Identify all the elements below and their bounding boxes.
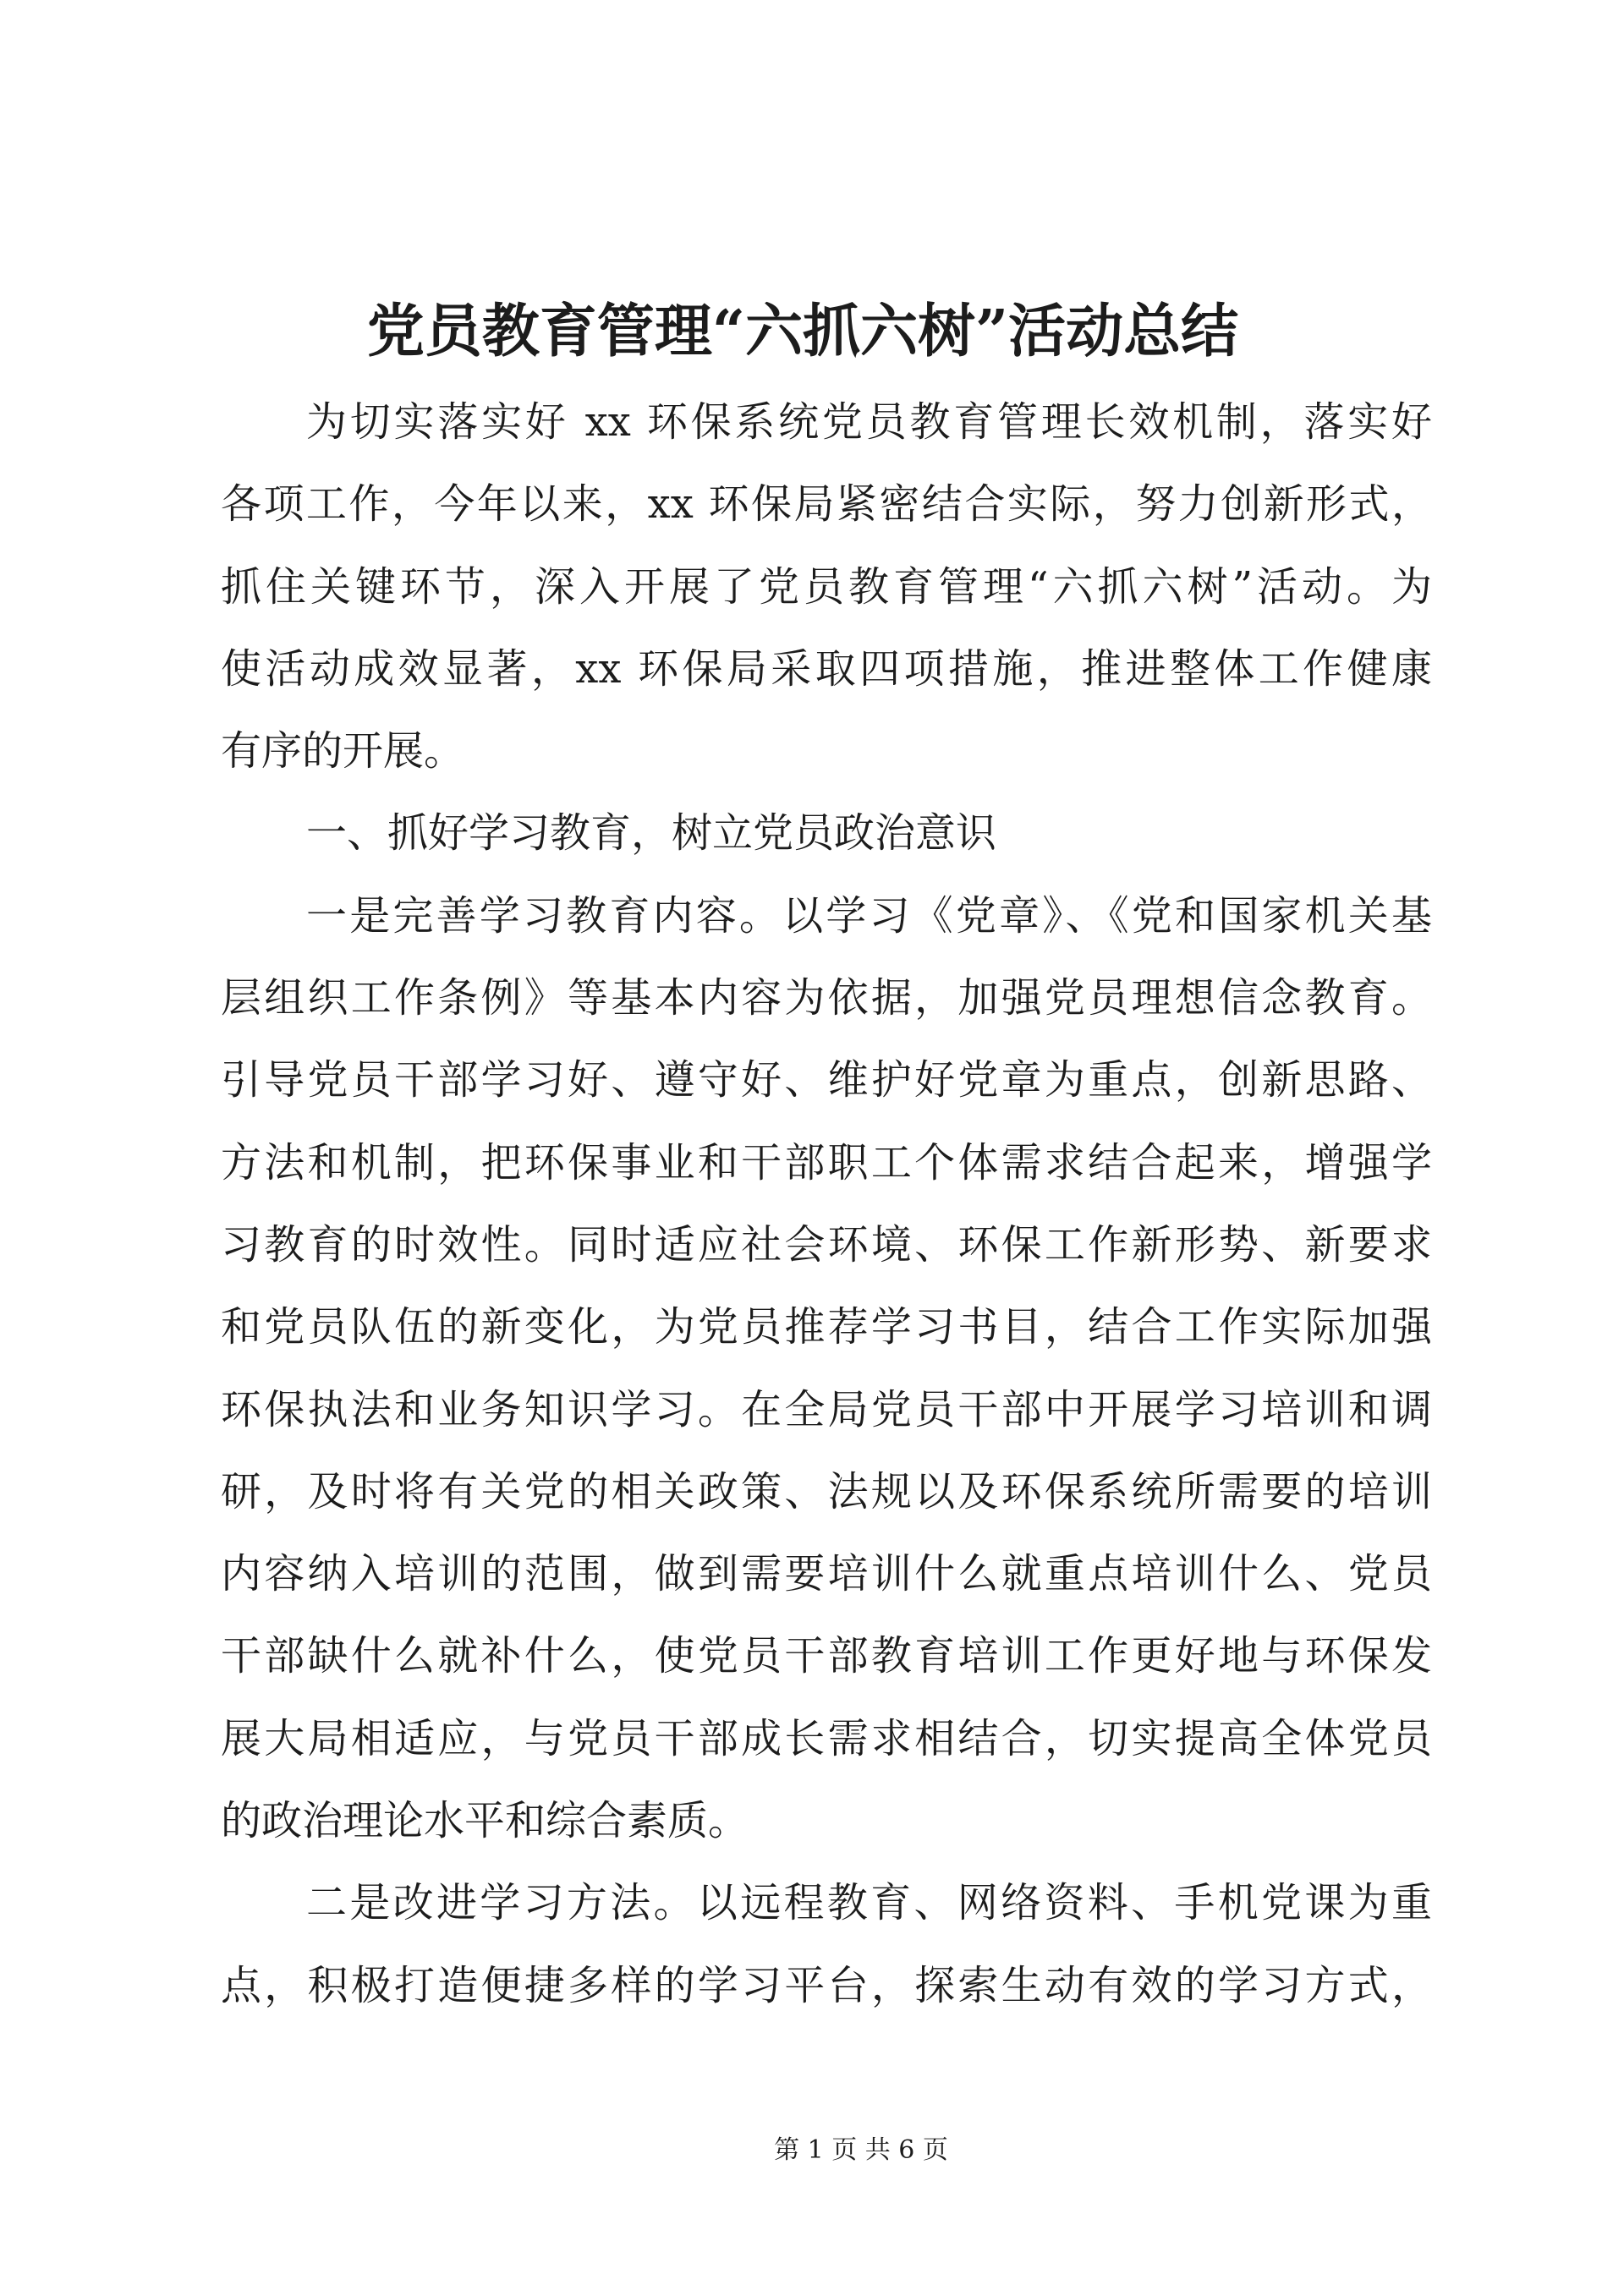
document-body bbox=[221, 381, 1432, 2027]
body-line: 有序的开展。 bbox=[221, 727, 465, 775]
body-line: 使活动成效显著，xx 环保局采取四项措施，推进整体工作健康 bbox=[221, 644, 1432, 693]
body-line: 层组织工作条例》等基本内容为依据，加强党员理想信念教育。 bbox=[221, 974, 1432, 1022]
body-line: 抓住关键环节，深入开展了党员教育管理“六抓六树”活动。为 bbox=[221, 562, 1432, 611]
body-line: 二是改进学习方法。以远程教育、网络资料、手机党课为重 bbox=[306, 1879, 1432, 1927]
body-line: 习教育的时效性。同时适应社会环境、环保工作新形势、新要求 bbox=[221, 1220, 1432, 1269]
paragraph-study-content bbox=[221, 875, 1432, 1863]
page-number-footer: 第 1 页 共 6 页 bbox=[774, 2135, 948, 2165]
paragraph-intro bbox=[221, 381, 1432, 792]
body-line: 各项工作，今年以来，xx 环保局紧密结合实际，努力创新形式， bbox=[221, 480, 1432, 529]
body-line: 干部缺什么就补什么，使党员干部教育培训工作更好地与环保发 bbox=[221, 1632, 1432, 1680]
section-heading-line: 一、抓好学习教育，树立党员政治意识 bbox=[306, 809, 997, 858]
body-line: 为切实落实好 xx 环保系统党员教育管理长效机制，落实好 bbox=[306, 398, 1432, 446]
paragraph-study-method bbox=[221, 1862, 1432, 2027]
body-line: 研，及时将有关党的相关政策、法规以及环保系统所需要的培训 bbox=[221, 1467, 1432, 1515]
body-line: 引导党员干部学习好、遵守好、维护好党章为重点，创新思路、 bbox=[221, 1056, 1432, 1104]
document-title: 党员教育管理“六抓六树”活动总结 bbox=[366, 298, 1239, 365]
body-line: 和党员队伍的新变化，为党员推荐学习书目，结合工作实际加强 bbox=[221, 1303, 1432, 1351]
body-line: 方法和机制，把环保事业和干部职工个体需求结合起来，增强学 bbox=[221, 1138, 1432, 1186]
body-line: 的政治理论水平和综合素质。 bbox=[221, 1797, 749, 1845]
body-line: 内容纳入培训的范围，做到需要培训什么就重点培训什么、党员 bbox=[221, 1550, 1432, 1598]
body-line: 展大局相适应，与党员干部成长需求相结合，切实提高全体党员 bbox=[221, 1714, 1432, 1762]
body-line: 点，积极打造便捷多样的学习平台，探索生动有效的学习方式， bbox=[221, 1961, 1432, 2009]
body-line: 一是完善学习教育内容。以学习《党章》、《党和国家机关基 bbox=[306, 891, 1432, 940]
section-heading bbox=[221, 792, 1432, 874]
body-line: 环保执法和业务知识学习。在全局党员干部中开展学习培训和调 bbox=[221, 1385, 1432, 1433]
